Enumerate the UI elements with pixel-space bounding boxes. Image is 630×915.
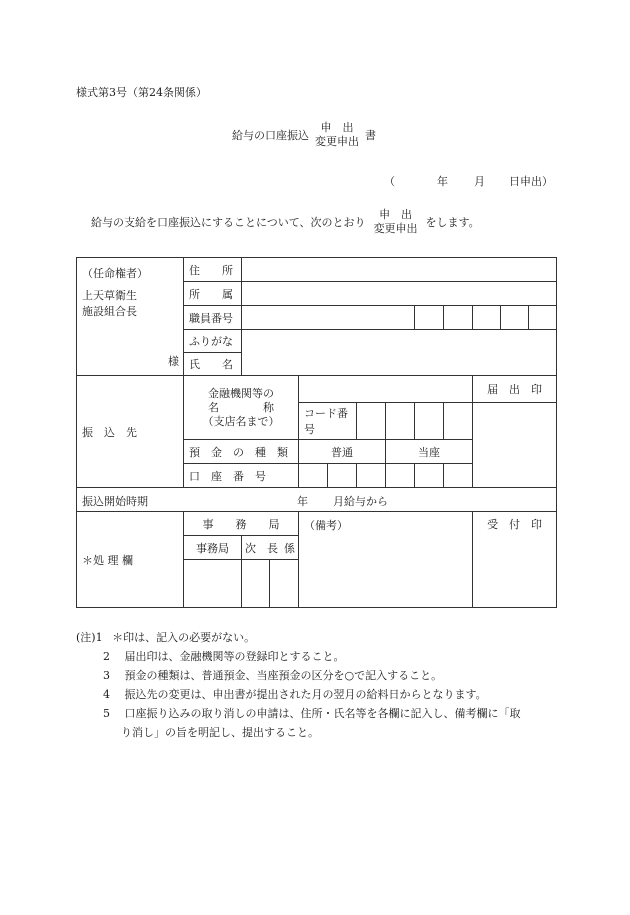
date-day: 日申出）: [509, 175, 553, 188]
authority-honorific: 様: [168, 355, 179, 368]
note-1: [76, 628, 521, 647]
date-open: （: [384, 175, 395, 188]
application-form: [76, 257, 557, 608]
title-options: [315, 121, 359, 149]
account-digit-3[interactable]: [357, 464, 386, 488]
authority-name-2: 施設組合長: [82, 305, 137, 318]
note-3: [76, 666, 521, 685]
account-digit-1[interactable]: [299, 464, 328, 488]
bank-label-2: 名 称: [208, 400, 274, 414]
staff-no-digit-2[interactable]: [444, 306, 473, 330]
note-2: [76, 647, 521, 666]
start-period-year: 年: [297, 495, 308, 508]
code-label: コード番号: [299, 403, 357, 440]
office-header: 事 務 局: [184, 512, 299, 536]
name-field[interactable]: [242, 330, 557, 376]
bank-label-1: 金融機関等の: [208, 386, 274, 400]
date-year: 年: [437, 175, 448, 188]
staff-no-blank: [242, 306, 415, 330]
authority-name-1: 上天草衛生: [82, 289, 137, 302]
title-option-change: 変更申出: [315, 135, 359, 148]
account-no-text: 口 座 番 号: [189, 469, 266, 483]
intro-option-change: 変更申出: [373, 222, 418, 235]
deposit-current[interactable]: 当座: [386, 440, 473, 464]
furigana-label: ふりがな: [184, 330, 242, 353]
office-seal-deputy[interactable]: [242, 560, 270, 608]
account-digit-5[interactable]: [415, 464, 444, 488]
code-digit-4[interactable]: [444, 403, 473, 440]
note-2-text: 届出印は、金融機関等の登録印とすること。: [124, 650, 345, 663]
note-5: [76, 704, 521, 723]
office-col-staff-text: 係: [284, 541, 295, 555]
account-digit-2[interactable]: [328, 464, 357, 488]
office-seal-bureau[interactable]: [184, 560, 242, 608]
start-period-row: [77, 488, 557, 512]
note-1-num: (注)1: [76, 631, 103, 644]
transfer-label: 振 込 先: [77, 376, 184, 488]
form-number: 様式第3号（第24条関係）: [76, 86, 207, 99]
address-field[interactable]: [242, 258, 557, 282]
deposit-type-label: [184, 440, 299, 464]
note-5-continuation: り消し」の旨を明記し、提出すること。: [121, 726, 319, 739]
seal-field[interactable]: [473, 403, 557, 488]
note-3-num: 3: [103, 669, 110, 682]
remarks-label: （備考）: [304, 519, 348, 532]
staff-no-digit-1[interactable]: [415, 306, 444, 330]
account-no-label: [184, 464, 299, 488]
office-seal-staff[interactable]: [270, 560, 299, 608]
note-3-text: 預金の種類は、普通預金、当座預金の区分を○で記入すること。: [124, 669, 443, 682]
title-main: 給与の口座振込: [232, 129, 309, 142]
intro-options: [374, 208, 418, 236]
start-period-month[interactable]: 月給与から: [333, 495, 388, 508]
received-stamp-field[interactable]: [473, 536, 557, 608]
note-5-text: 口座振り込みの取り消しの申請は、住所・氏名等を各欄に記入し、備考欄に「取: [124, 707, 521, 720]
title-option-apply: 申 出: [320, 121, 354, 134]
staff-no-digit-3[interactable]: [473, 306, 501, 330]
bank-label: [184, 376, 299, 440]
note-4: [76, 685, 521, 704]
code-digit-3[interactable]: [415, 403, 444, 440]
code-digit-2[interactable]: [386, 403, 415, 440]
note-4-text: 振込先の変更は、申出書が提出された月の翌月の給料日からとなります。: [124, 688, 487, 701]
staff-no-digit-5[interactable]: [529, 306, 557, 330]
office-col-deputy: [242, 536, 299, 560]
note-2-num: 2: [103, 650, 110, 663]
intro-sentence: [91, 208, 480, 236]
deposit-type-text: 預 金 の 種 類: [189, 445, 288, 459]
seal-label: 届 出 印: [473, 376, 557, 403]
date-month: 月: [474, 175, 485, 188]
office-col-bureau: 事務局: [184, 536, 242, 560]
received-stamp-label: 受 付 印: [473, 512, 557, 536]
name-label: 氏 名: [184, 353, 242, 376]
note-1-text: ＊印は、記入の必要がない。: [112, 631, 256, 644]
start-period-label: 振込開始時期: [82, 495, 148, 508]
authority-label: （任命権者）: [82, 267, 148, 280]
account-digit-6[interactable]: [444, 464, 473, 488]
remarks-cell[interactable]: [299, 512, 473, 608]
account-digit-4[interactable]: [386, 464, 415, 488]
staff-no-digit-4[interactable]: [501, 306, 529, 330]
note-4-num: 4: [103, 688, 110, 701]
title-suffix: 書: [365, 129, 376, 142]
bank-label-3: （支店名まで）: [202, 414, 280, 428]
deposit-ordinary[interactable]: 普通: [299, 440, 386, 464]
authority-cell: [77, 258, 184, 376]
processing-label: ＊処 理 欄: [77, 512, 184, 608]
note-5-num: 5: [103, 707, 110, 720]
department-field[interactable]: [242, 282, 557, 306]
notes: [76, 628, 521, 742]
intro-option-apply: 申 出: [379, 208, 413, 221]
intro-suffix: をします。: [425, 216, 480, 229]
code-digit-1[interactable]: [357, 403, 386, 440]
bank-name-field[interactable]: [299, 376, 473, 403]
address-label: 住 所: [184, 258, 242, 282]
form-title: [232, 121, 376, 149]
intro-text: 給与の支給を口座振込にすることについて、次のとおり: [91, 216, 366, 229]
office-col-deputy-text: 次 長: [245, 541, 278, 555]
staff-no-label: 職員番号: [184, 306, 242, 330]
department-label: 所 属: [184, 282, 242, 306]
